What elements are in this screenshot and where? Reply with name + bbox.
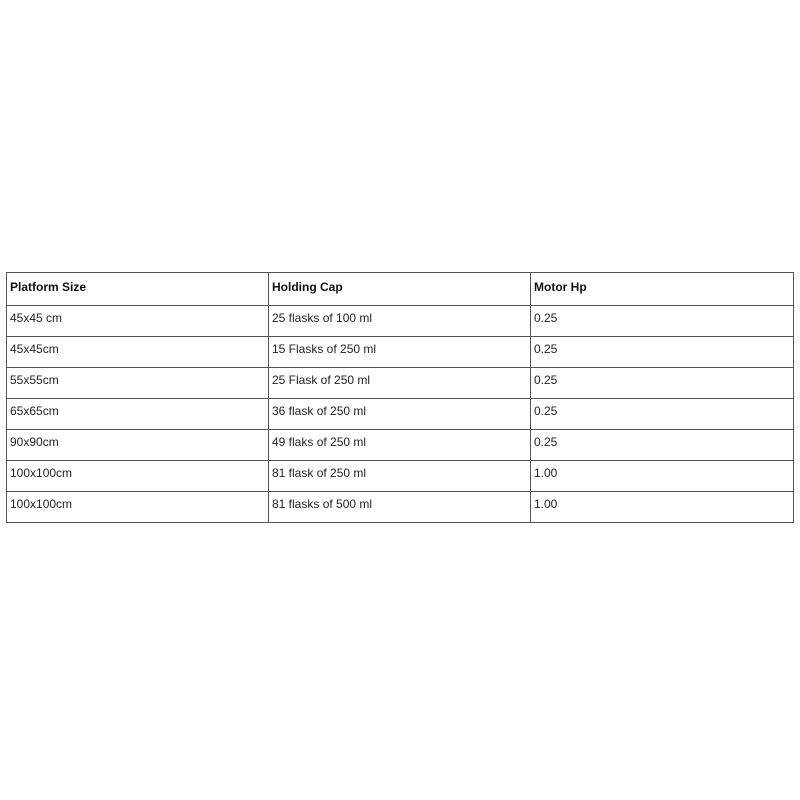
cell-platform-size: 100x100cm — [7, 461, 269, 492]
cell-platform-size: 90x90cm — [7, 430, 269, 461]
cell-holding-cap: 36 flask of 250 ml — [269, 399, 531, 430]
cell-holding-cap: 49 flaks of 250 ml — [269, 430, 531, 461]
header-row — [7, 273, 794, 306]
table-row — [7, 430, 794, 461]
table-header — [7, 273, 794, 306]
spec-table — [6, 272, 794, 523]
cell-platform-size: 55x55cm — [7, 368, 269, 399]
table-row — [7, 399, 794, 430]
cell-platform-size: 65x65cm — [7, 399, 269, 430]
table-row — [7, 368, 794, 399]
cell-motor-hp: 0.25 — [531, 368, 794, 399]
cell-platform-size: 100x100cm — [7, 492, 269, 523]
spec-table-container — [6, 272, 793, 523]
table-row — [7, 492, 794, 523]
cell-platform-size: 45x45cm — [7, 337, 269, 368]
header-motor-hp: Motor Hp — [531, 273, 794, 306]
table-row — [7, 461, 794, 492]
cell-holding-cap: 25 Flask of 250 ml — [269, 368, 531, 399]
cell-motor-hp: 0.25 — [531, 430, 794, 461]
cell-motor-hp: 1.00 — [531, 461, 794, 492]
cell-motor-hp: 0.25 — [531, 306, 794, 337]
table-row — [7, 306, 794, 337]
header-holding-cap: Holding Cap — [269, 273, 531, 306]
cell-holding-cap: 15 Flasks of 250 ml — [269, 337, 531, 368]
cell-holding-cap: 81 flask of 250 ml — [269, 461, 531, 492]
cell-holding-cap: 25 flasks of 100 ml — [269, 306, 531, 337]
cell-holding-cap: 81 flasks of 500 ml — [269, 492, 531, 523]
cell-platform-size: 45x45 cm — [7, 306, 269, 337]
header-platform-size: Platform Size — [7, 273, 269, 306]
cell-motor-hp: 1.00 — [531, 492, 794, 523]
table-body — [7, 306, 794, 523]
cell-motor-hp: 0.25 — [531, 337, 794, 368]
cell-motor-hp: 0.25 — [531, 399, 794, 430]
table-row — [7, 337, 794, 368]
